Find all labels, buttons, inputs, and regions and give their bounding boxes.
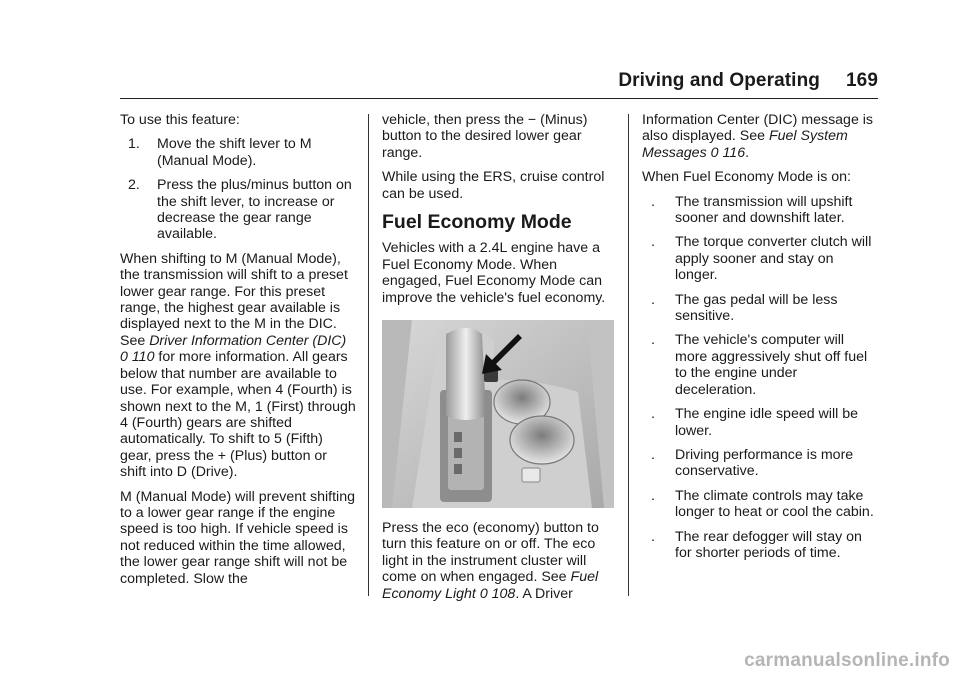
step-number: 1. [128,136,140,153]
list-item [642,292,878,325]
bullet-text: The rear defogger will stay on for shorter periods of time. [675,528,862,561]
bullet-icon: . [651,406,655,423]
steps-list [120,136,356,242]
paragraph: Vehicles with a 2.4L engine have a Fuel Economy Mode. When engaged, Fuel Economy Mode can improve the vehicle's fuel economy. [382,240,606,306]
bullet-text: The torque converter clutch will apply sooner and stay on longer. [675,234,872,284]
paragraph: While using the ERS, cruise control can be used. [382,169,605,202]
page-number: 169 [845,70,878,91]
bullet-text: Driving performance is more conservative. [675,446,854,480]
text-run: Press the eco (economy) button to turn this feature on or off. The eco light in the instrument cluster will come on when engaged. See [382,520,599,586]
text-run: for more information. All gears below that number are available to use. For example, when 4 (Fourth) is shown next to the M, 1 (First) through 4 (Fourth) gears are shifted automatically. To shift to 5 (Fifth) gear, press the + (Plus) button or shift into D (Drive). [120,349,356,481]
list-item [642,488,878,521]
column-1 [120,112,356,595]
intro-text: To use this feature: [120,112,240,128]
page-ref-arrow-icon: 0 [710,144,719,161]
page-ref-arrow-icon: 0 [479,585,488,602]
column-3 [642,112,878,569]
bullet-icon: . [651,446,655,463]
text-run: When shifting to M (Manual Mode), the transmission will shift to a preset lower gear range. For this preset range, the highest gear available is displayed next to the M in the DIC. See [120,250,348,349]
bullet-text: The gas pedal will be less sensitive. [675,291,838,325]
bullet-icon: . [651,528,655,545]
list-item [642,447,878,480]
page-header [618,70,878,92]
cross-reference-link[interactable]: Fuel Economy Light [382,569,599,602]
text-run: . [745,144,750,161]
list-item [642,529,878,562]
bullet-icon: . [651,332,655,349]
bullet-text: The climate controls may take longer to heat or cool the cabin. [675,487,874,521]
cross-reference-link[interactable]: Fuel System Messages [642,128,848,161]
list-item [642,332,878,398]
bullet-icon: . [651,193,655,210]
list-item [642,234,878,283]
bullet-icon: . [651,291,655,308]
list-item [642,406,878,439]
list-item [642,194,878,227]
page-ref-number[interactable]: 116 [722,144,746,161]
paragraph: When Fuel Economy Mode is on: [642,169,851,186]
paragraph [120,251,356,481]
bullet-text: The vehicle's computer will more aggressively shut off fuel to the engine under deceleration. [675,332,868,398]
bullet-list [642,194,878,562]
step-number: 2. [128,177,140,194]
page-ref-number[interactable]: 108 [491,585,516,602]
paragraph [382,520,618,602]
header-rule [120,98,878,99]
bullet-text: The transmission will upshift sooner and downshift later. [675,193,853,227]
step-text: Press the plus/minus button on the shift lever, to increase or decrease the gear range available. [157,177,352,243]
cross-reference-link[interactable]: Driver Information Center (DIC) [149,332,347,349]
page-ref-number[interactable]: 110 [131,349,155,366]
section-title: Driving and Operating [618,70,820,91]
paragraph [642,112,878,161]
list-item [120,177,356,243]
bullet-icon: . [651,487,655,504]
list-item [120,136,356,169]
bullet-icon: . [651,234,655,251]
step-text: Move the shift lever to M (Manual Mode). [157,136,312,169]
section-heading: Fuel Economy Mode [382,211,572,234]
paragraph: M (Manual Mode) will prevent shifting to a lower gear range if the engine speed is too high. If vehicle speed is not reduced within the time allowed, the lower gear range shift will not be completed. Slow the [120,488,355,587]
column-divider-1 [368,114,369,596]
bullet-text: The engine idle speed will be lower. [675,406,858,439]
eco-button-console-illustration [382,320,614,508]
paragraph: vehicle, then press the − (Minus) button to the desired lower gear range. [382,112,588,161]
text-run: Information Center (DIC) message is also displayed. See [642,112,874,145]
watermark: carmanualsonline.info [744,650,950,671]
column-2 [382,112,618,610]
column-divider-2 [628,114,629,596]
page-ref-arrow-icon: 0 [120,349,128,366]
text-run: . A Driver [515,585,573,602]
